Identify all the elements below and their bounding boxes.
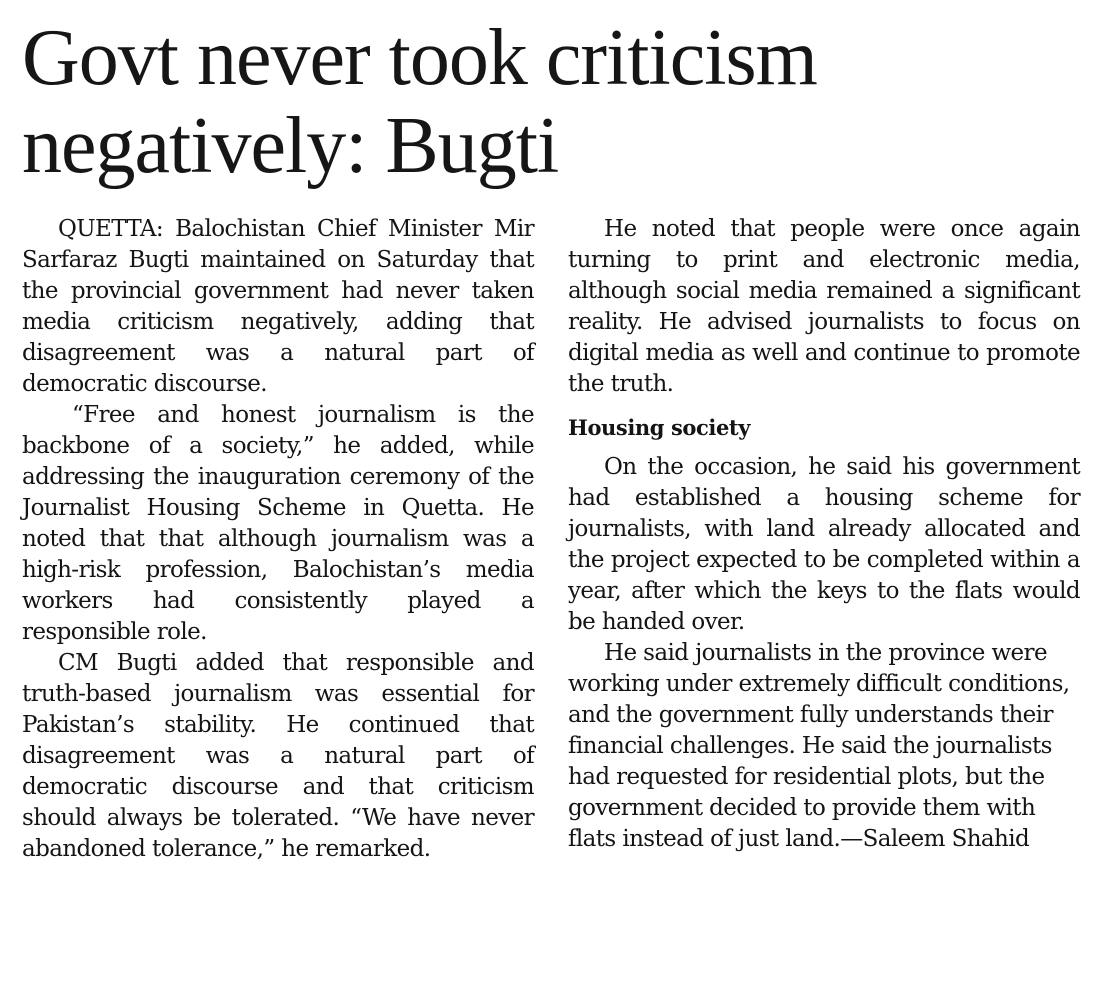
article-column-right	[568, 214, 1080, 855]
paragraph-housing-scheme: On the occasion, he said his government had established a housing scheme for journalists, with land already allocated and the project expected to be completed within a year, after which the keys to the flats would be handed over.	[568, 454, 1080, 635]
article-column-left	[22, 214, 534, 865]
paragraph-media: He noted that people were once again turning to print and electronic media, although social media remained a significant reality. He advised journalists to focus on digital media as well and continue to promote the truth.	[568, 216, 1080, 397]
paragraph-dateline: QUETTA: Balochistan Chief Minister Mir Sarfaraz Bugti maintained on Saturday that the provincial government had never taken media criticism negatively, adding that disagreement was a natural part of democratic discourse.	[22, 216, 534, 397]
paragraph-stability: CM Bugti added that responsible and truth-based journalism was essential for Pakistan’s stability. He continued that disagreement was a natural part of democratic discourse and that criticism should always be tolerated. “We have never abandoned tolerance,” he remarked.	[22, 650, 534, 862]
paragraph-byline: He said journalists in the province were working under extremely difficult conditions, and the government fully understands their financial challenges. He said the journalists had requested for residential plots, but the government decided to provide them with flats instead of just land.—Saleem Shahid	[568, 640, 1070, 852]
subheading-housing-society: Housing society	[568, 415, 751, 440]
paragraph-quote: “Free and honest journalism is the backbone of a society,” he added, while addressing the inauguration ceremony of the Journalist Housing Scheme in Quetta. He noted that that although journalism was a high-risk profession, Balochistan’s media workers had consistently played a responsible role.	[22, 402, 534, 645]
headline: Govt never took criticism negatively: Bugti	[22, 14, 817, 190]
